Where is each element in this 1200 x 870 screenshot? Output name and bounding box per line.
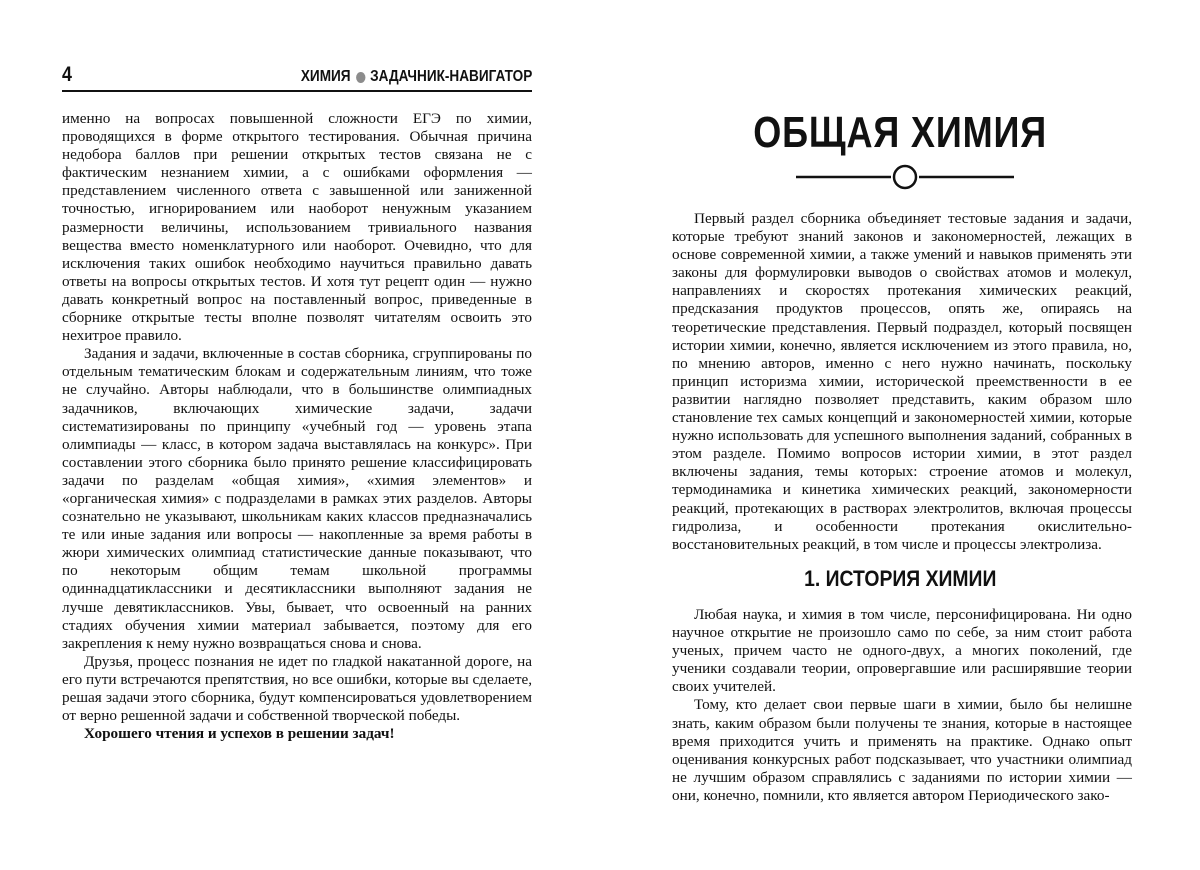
paragraph: Первый раздел сборника объединяет тестовые задания и задачи, которые требуют знаний законов и закономерностей, лежащих в основе современной химии, а также умений и навыков применять эти законы для формулировки выводов о свойствах атомов и молекул, направлениях и скоростях протекания химических реакций, предсказания продуктов процессов, опять же, опираясь на теоретические представления. Первый подраздел, который посвящен истории химии, конечно, является исключением из этого правила, но, по мнению авторов, именно с него нужно начинать, поскольку принцип историзма химии, исторической преемственности в ее развитии наглядно позволяет представить, каким образом шло становление тех самых концепций и закономерностей химии, которые нужно использовать для успешного выполнения заданий, собранных в этом разделе. Помимо вопросов истории химии, в этот раздел включены задания, темы которых: строение атомов и молекул, термодинамика и кинетика химических реакций, закономерности реакций, протекающих в растворах электролитов, включая процессы гидролиза, и особенности протекания окислительно-восстановительных реакций, в том числе и процессы электролиза. [672,210,1132,553]
paragraph: Тому, кто делает свои первые шаги в химии, было бы нелишне знать, каким образом были получены те знания, которые в настоящее время приходится учить и применять на практике. Однако опыт оценивания конкурсных работ подсказывает, что участники олимпиад не лучшим образом справлялись с заданиями по истории химии — они, конечно, помнили, кто является автором Периодического зако- [672,696,1132,804]
chapter-title [600,108,1200,158]
chapter-title-text: ОБЩАЯ ХИМИЯ [753,108,1047,157]
chapter-intro [672,210,1132,554]
header-book-subject: ХИМИЯ [300,68,351,85]
paragraph: Задания и задачи, включенные в состав сборника, сгруппированы по отдельным тематическим блокам и содержательным линиям, что тоже не случайно. Авторы наблюдали, что в большинстве олимпиадных задачников, включающих химические задачи, задачи систематизированы по принципу «учебный год — уровень этапа олимпиады — класс, в котором задача выставлялась на конкурс». При составлении этого сборника было принято решение классифицировать задачи по разделам «общая химия», «химия элементов» и «органическая химия» с подразделами в рамках этих разделов. Авторы сознательно не указывают, школьникам каких классов предназначались те или иные задания или вопросы — накопленные за время работы в жюри химических олимпиад статистические данные показывают, что по некоторым общим темам школьной программы одиннадцатиклассники и десятиклассники выполняют задания не лучше девятиклассников. Увы, бывает, что освоенный на ранних стадиях обучения химии материал забывается, поэтому для его закрепления к нему нужно возвращаться снова и снова. [62,345,532,652]
paragraph: Друзья, процесс познания не идет по гладкой накатанной дороге, на его пути встречаются препятствия, но все ошибки, которые вы сделаете, решая задачи этого сборника, будут компенсироваться удовлетворением от верно решенной задачи и собственной творческой победы. [62,652,532,725]
left-body-text [62,110,532,743]
right-page [600,0,1200,870]
paragraph: Любая наука, и химия в том числе, персонифицирована. Ни одно научное открытие не произошло само по себе, за ним стоит работа ученых, причем часто не одного-двух, а многих поколений, где ученики создавали теории, опровергавшие или расширявшие теории своих учителей. [672,606,1132,696]
bullet-dot-icon [355,72,364,83]
section-title [600,566,1200,592]
header-title [301,68,532,86]
header-book-subtitle: ЗАДАЧНИК-НАВИГАТОР [369,68,532,85]
divider-ornament-icon [796,162,1014,192]
page-number: 4 [62,63,72,86]
paragraph: именно на вопросах повышенной сложности ЕГЭ по химии, проводящихся в форме открытого тестирования. Обычная причина недобора баллов при решении открытых тестов связана не с фактическим незнанием химии, а с ошибками оформления — представлением численного ответа с завышенной или заниженной точностью, игнорированием или наоборот ненужным указанием размерности величины, использованием тривиального названия вещества вместо номенклатурного или наоборот. Очевидно, что для исключения таких ошибок необходимо научиться правильно давать ответы на вопросы открытых тестов. И хотя тут рецепт один — нужно давать конкретный вопрос на поставленный вопрос, приведенные в сборнике открытые тесты вполне позволят читателям освоить это нехитрое правило. [62,110,532,345]
section-body-text [672,606,1132,805]
section-title-text: 1. ИСТОРИЯ ХИМИИ [803,566,997,591]
running-header [62,62,532,92]
closing-line: Хорошего чтения и успехов в решении задач! [84,725,395,743]
